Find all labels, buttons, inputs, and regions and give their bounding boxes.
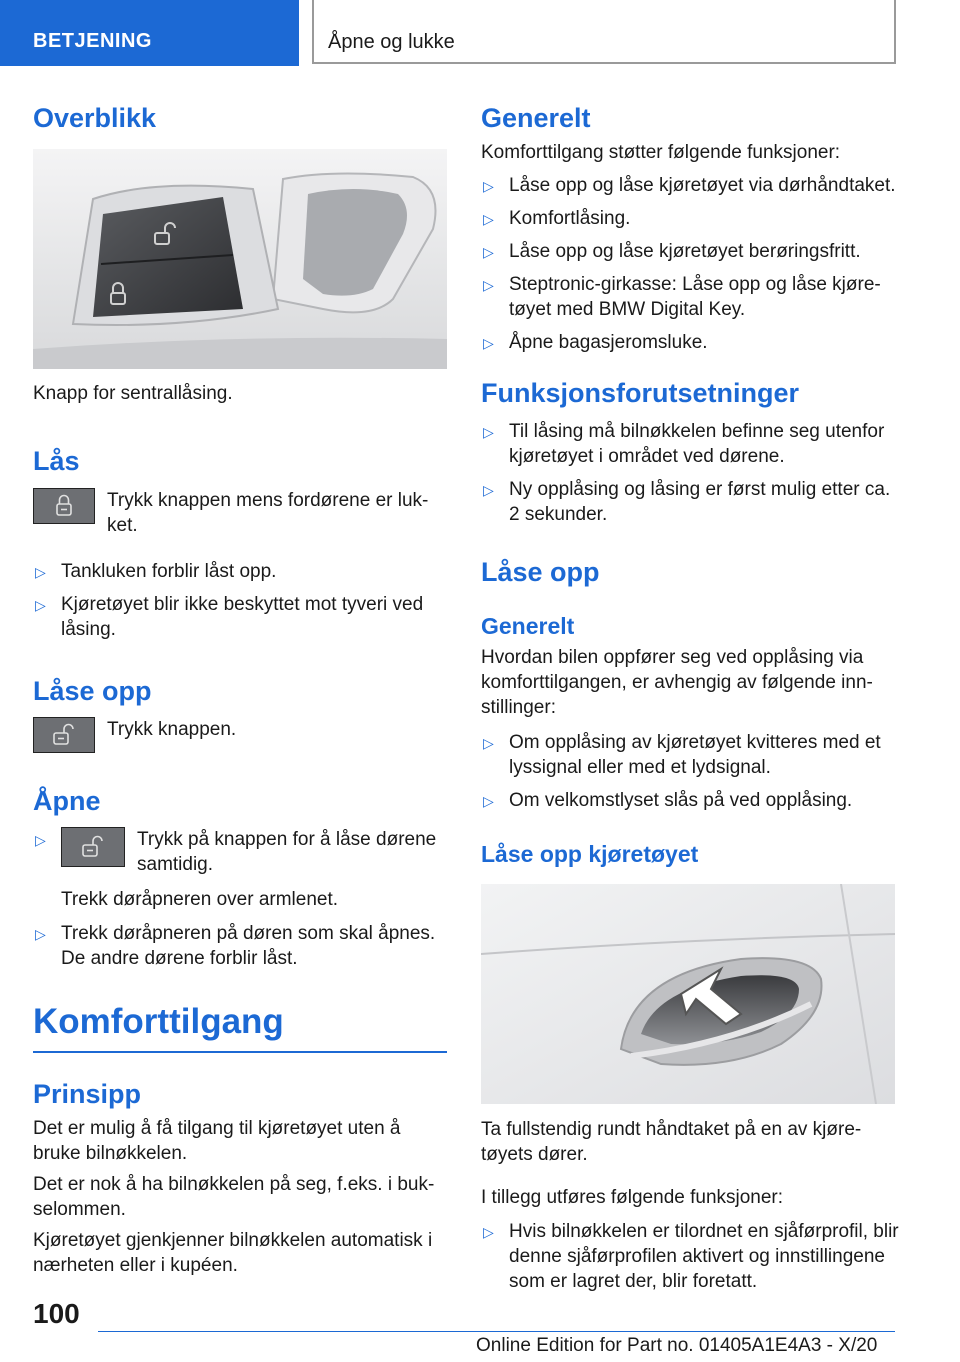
left-column: [33, 100, 447, 1278]
principle-text-1: Det er mulig å få tilgang til kjøretøyet uten å bruke bilnøkkelen.: [33, 1118, 401, 1164]
triangle-bullet-icon: ▷: [483, 178, 494, 194]
general-bullet-list: [481, 173, 901, 355]
triangle-bullet-icon: ▷: [483, 735, 494, 751]
list-item: [33, 827, 447, 912]
triangle-bullet-icon: ▷: [483, 335, 494, 351]
general-intro: Komforttilgang støtter følgende funksjoner:: [481, 142, 841, 163]
triangle-bullet-icon: ▷: [483, 424, 494, 440]
open-step-text: Trykk på knappen for å låse dørene samtidig.: [137, 829, 437, 875]
list-item: ▷ Til låsing må bilnøkkelen befinne seg utenfor kjøretøyet i området ved dørene.: [483, 421, 885, 467]
open-step-sub: Trekk døråpneren over armlenet.: [61, 889, 339, 910]
list-item: ▷ Ny opplåsing og låsing er først mulig etter ca. 2 sekunder.: [483, 479, 891, 525]
unlock-general-text: Hvordan bilen oppfører seg ved opplåsing via komforttilgangen, er avhengig av følgende inn-stillinger:: [481, 647, 873, 718]
unlock-button-icon: [61, 827, 125, 867]
list-item: ▷ Steptronic-girkasse: Låse opp og låse kjøre-tøyet med BMW Digital Key.: [483, 274, 881, 320]
door-switch-illustration: [33, 149, 447, 369]
online-edition-note: Online Edition for Part no. 01405A1E4A3 - X/20: [476, 1335, 878, 1356]
list-item: ▷ Låse opp og låse kjøretøyet berøringsfritt.: [481, 239, 901, 264]
triangle-bullet-icon: ▷: [483, 211, 494, 227]
triangle-bullet-icon: ▷: [483, 244, 494, 260]
lock-text: Trykk knappen mens fordørene er luk-ket.: [107, 490, 429, 536]
open-bullet-list: [33, 827, 447, 971]
unlock-text: Trykk knappen.: [107, 719, 237, 740]
unlock-vehicle-bullet-list: [481, 1219, 901, 1294]
prerequisites-bullet-list: [481, 419, 901, 527]
triangle-bullet-icon: ▷: [35, 926, 46, 942]
triangle-bullet-icon: ▷: [483, 482, 494, 498]
unlock-heading: Låse opp: [33, 676, 152, 706]
list-item: ▷ Kjøretøyet blir ikke beskyttet mot tyveri ved låsing.: [35, 594, 424, 640]
list-item: ▷ Åpne bagasjeromsluke.: [481, 330, 901, 355]
page-number: 100: [33, 1298, 80, 1329]
principle-heading: Prinsipp: [33, 1079, 142, 1109]
unlock-bullet-list: [481, 730, 901, 813]
general-heading: Generelt: [481, 103, 591, 133]
comfort-access-heading: Komforttilgang: [33, 1002, 284, 1041]
triangle-bullet-icon: ▷: [35, 597, 46, 613]
page-header: [0, 0, 960, 66]
list-item: ▷ Tankluken forblir låst opp.: [33, 559, 447, 584]
triangle-bullet-icon: ▷: [483, 277, 494, 293]
lock-instruction: [33, 488, 447, 538]
principle-text-3: Kjøretøyet gjenkjenner bilnøkkelen automatisk i nærheten eller i kupéen.: [33, 1230, 433, 1276]
unlock-button-icon: [33, 717, 95, 753]
unlock-vehicle-heading: Låse opp kjøretøyet: [481, 841, 699, 867]
door-handle-illustration: [481, 884, 895, 1104]
list-item: ▷ Komfortlåsing.: [481, 206, 901, 231]
lock-heading: Lås: [33, 446, 80, 476]
unlock-icon: [62, 828, 124, 866]
door-handle-image: [481, 884, 895, 1104]
triangle-bullet-icon: ▷: [35, 564, 46, 580]
list-item: ▷ Om velkomstlyset slås på ved opplåsing.: [481, 788, 901, 813]
lock-icon: [34, 489, 94, 523]
principle-text-2: Det er nok å ha bilnøkkelen på seg, f.eks. i buk-selommen.: [33, 1174, 435, 1220]
overview-heading: Overblikk: [33, 103, 157, 133]
list-item: ▷ Trekk døråpneren på døren som skal åpnes. De andre dørene forblir låst.: [35, 923, 436, 969]
right-column: [481, 100, 901, 1294]
unlock-icon: [34, 718, 94, 752]
heading-rule: [33, 1051, 447, 1053]
door-switch-image: [33, 149, 447, 369]
lock-button-icon: [33, 488, 95, 524]
triangle-bullet-icon: ▷: [483, 1224, 494, 1240]
unlock-vehicle-text-1: Ta fullstendig rundt håndtaket på en av kjøre-tøyets dører.: [481, 1119, 862, 1165]
open-heading: Åpne: [33, 786, 101, 816]
triangle-bullet-icon: ▷: [483, 793, 494, 809]
unlock-vehicle-text-2: I tillegg utføres følgende funksjoner:: [481, 1187, 784, 1208]
unlock-instruction: [33, 717, 447, 753]
lock-bullet-list: [33, 559, 447, 642]
chapter-title: Åpne og lukke: [312, 0, 896, 64]
prerequisites-heading: Funksjonsforutsetninger: [481, 378, 800, 408]
overview-caption: Knapp for sentrallåsing.: [33, 383, 233, 404]
section-tab: BETJENING: [0, 0, 299, 66]
unlock-heading: Låse opp: [481, 557, 600, 587]
list-item: ▷ Låse opp og låse kjøretøyet via dørhåndtaket.: [481, 173, 901, 198]
list-item: ▷ Om opplåsing av kjøretøyet kvitteres med et lyssignal eller med et lydsignal.: [483, 732, 881, 778]
triangle-bullet-icon: ▷: [35, 832, 46, 848]
list-item: ▷ Hvis bilnøkkelen er tilordnet en sjåførprofil, blir denne sjåførprofilen aktivert og innstillingene som er lagret der, blir foretatt.: [483, 1221, 899, 1292]
unlock-general-subheading: Generelt: [481, 613, 575, 639]
